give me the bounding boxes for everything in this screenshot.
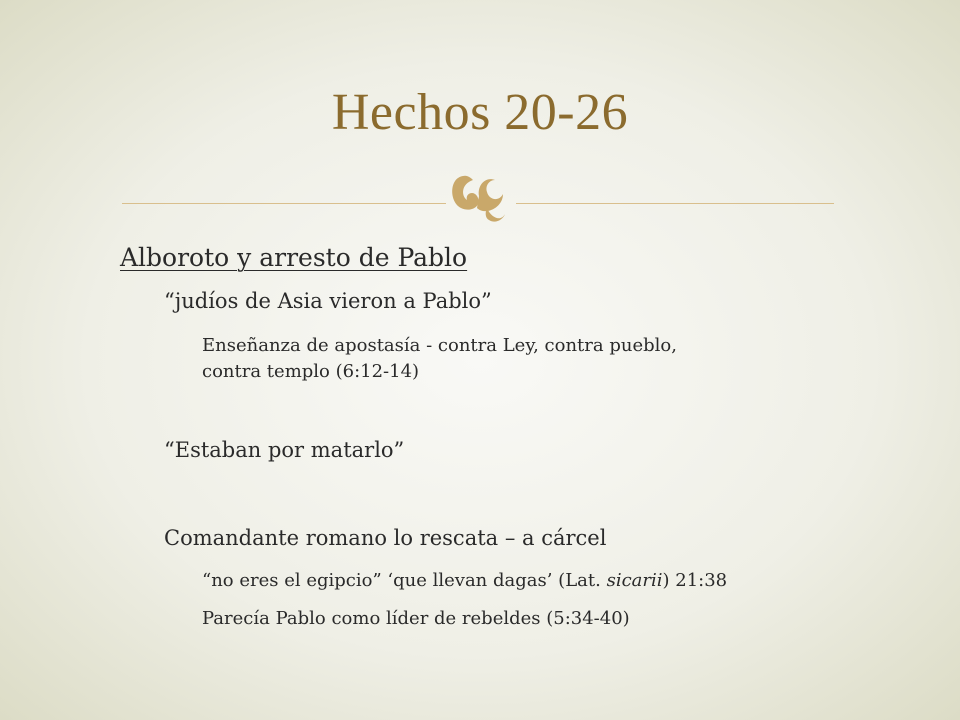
bullet-text: [202, 568, 727, 594]
bullet-text-line1: Enseñanza de apostasía - contra Ley, contra pueblo,: [202, 335, 677, 356]
bullet-text: “Estaban por matarlo”: [164, 438, 405, 462]
bullet-text: Parecía Pablo como líder de rebeldes (5:34-40): [202, 608, 630, 629]
bullet-text-before: “no eres el egipcio” ‘que llevan dagas’ (Lat.: [202, 570, 607, 591]
bullet-level2-comandante: [130, 526, 606, 550]
bullet-text: Comandante romano lo rescata – a cárcel: [164, 526, 607, 550]
bullet-level1-alboroto: [84, 243, 467, 272]
bullet-text-italic: sicarii: [606, 570, 663, 591]
bullet-level3-egipcio: [166, 568, 727, 594]
slide-title: Hechos 20-26: [331, 84, 629, 141]
bullet-text: “judíos de Asia vieron a Pablo”: [164, 289, 492, 313]
bullet-level2-estaban: [130, 438, 404, 462]
bullet-level3-ensenanza: [166, 333, 677, 385]
title-divider-right: [516, 203, 834, 204]
bullet-level2-judios: [130, 289, 492, 313]
bullet-level3-parecia: [166, 606, 630, 632]
bullet-text-after: ) 21:38: [662, 570, 728, 591]
bullet-text-line2: contra templo (6:12-14): [202, 361, 420, 382]
bullet-text: Alboroto y arresto de Pablo: [120, 243, 468, 272]
fleuron-ornament-icon: [443, 162, 515, 234]
title-divider-left: [122, 203, 446, 204]
